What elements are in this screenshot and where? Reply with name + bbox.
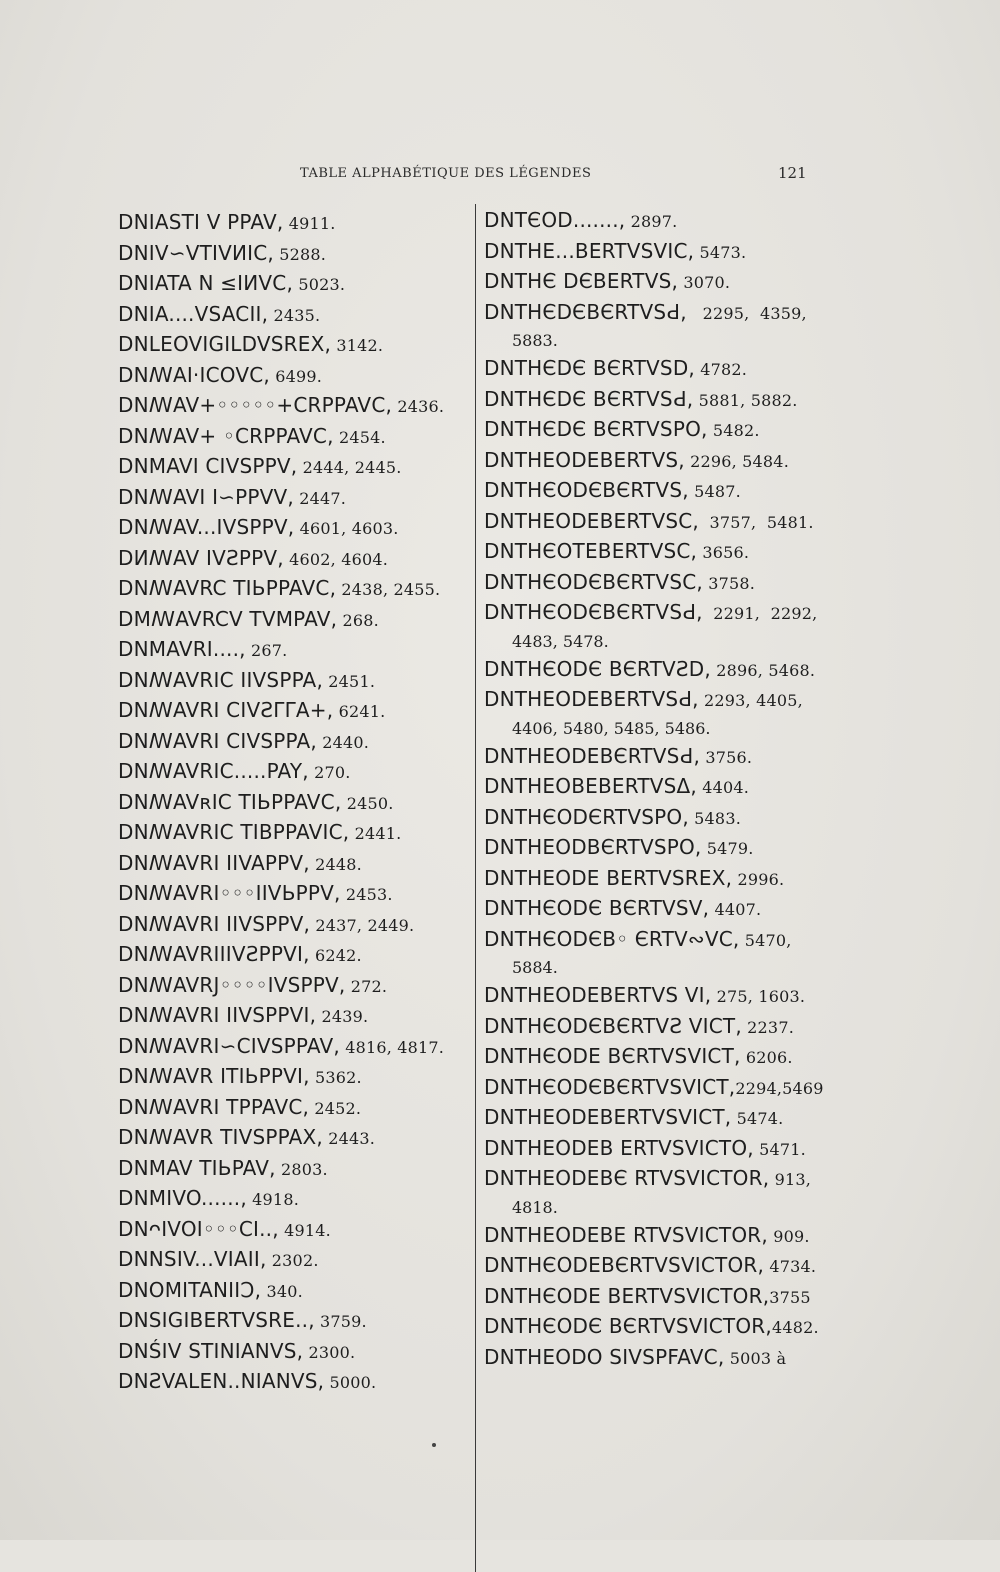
reference-numbers: 5023. [293, 275, 346, 294]
legend-text: DNIA....VSACII, [118, 301, 269, 326]
legend-text: DNTHЄODЄRTVSPO, [484, 804, 689, 829]
reference-numbers: 3757, 5481. [698, 512, 814, 532]
legend-text: DNꟿAVRIC IIVSPPA, [118, 667, 324, 692]
legend-text: DNTHЄDЄ BЄRTVSD, [484, 356, 695, 380]
legend-entry [118, 910, 468, 941]
legend-entry [484, 385, 829, 416]
reference-numbers: 2453. [340, 885, 393, 904]
legend-entry [118, 1062, 468, 1093]
legend-entry [484, 476, 829, 507]
reference-numbers: 2435. [268, 305, 321, 325]
legend-entry [484, 1073, 829, 1104]
legend-entry [484, 1251, 829, 1282]
legend-text: DNTHЄODЄBЄRTVSVICT, [484, 1074, 736, 1099]
legend-entry [484, 206, 829, 237]
legend-entry [118, 574, 468, 605]
legend-text: DNMAV TIЬPAV, [118, 1155, 276, 1180]
reference-numbers: 2302. [266, 1251, 319, 1270]
reference-numbers: 4782. [694, 360, 748, 379]
reference-numbers: 2451. [323, 671, 376, 691]
reference-numbers: 2443. [322, 1129, 376, 1148]
legend-entry [484, 1103, 829, 1134]
reference-numbers: 3755 [769, 1287, 811, 1307]
legend-text: DNꟿAVR TIVSPPAX, [118, 1125, 323, 1149]
reference-numbers: 4404. [697, 778, 750, 797]
legend-text: DNNSIV...VIAII, [118, 1247, 267, 1271]
reference-continuation: 5883. [512, 331, 558, 350]
legend-entry [118, 879, 468, 910]
reference-numbers: 2803. [275, 1159, 328, 1179]
legend-text: DNꟿAV+◦◦◦◦◦+CRPPAVC, [118, 393, 393, 417]
legend-text: DNTHEODEB ERTVSVICTO, [484, 1135, 754, 1160]
legend-entry [484, 925, 829, 956]
reference-numbers: 4602, 4604. [283, 549, 389, 569]
reference-numbers: 5470, [739, 930, 792, 950]
legend-text: DNTHЄDЄBЄRTVSԀ, [484, 299, 687, 324]
legend-text: DNTHЄODEBЄRTVSVICTOR, [484, 1253, 765, 1277]
legend-entry [484, 446, 829, 477]
legend-entry [484, 742, 829, 773]
legend-entry [484, 1042, 829, 1073]
legend-entry [118, 1367, 468, 1398]
legend-text: DNᴖIVOI◦◦◦CI.., [118, 1216, 279, 1241]
legend-text: DNTHЄODЄ BЄRTVSVICTOR, [484, 1314, 772, 1338]
legend-entry [118, 330, 468, 361]
legend-entry [118, 239, 468, 270]
reference-numbers: 5362. [309, 1068, 362, 1087]
legend-entry [118, 788, 468, 819]
legend-text: DNTHЄODЄBЄRTVSC, [484, 569, 703, 594]
reference-numbers: 340. [261, 1281, 303, 1301]
legend-entry [484, 1282, 829, 1313]
legend-entry [484, 833, 829, 864]
legend-entry [484, 772, 829, 803]
legend-entry [484, 1164, 829, 1195]
legend-entry [484, 354, 829, 385]
legend-entry [118, 1032, 468, 1063]
legend-text: DNꟿAI·ICOVC, [118, 362, 270, 387]
right-column [484, 206, 829, 1373]
legend-text: DNTHEOBEBERTVSΔ, [484, 774, 697, 798]
reference-numbers: 909. [767, 1226, 810, 1246]
legend-text: DNꟿAVRI IIVAPPV, [118, 850, 310, 875]
legend-text: DNꟿAVRI IIVSPPVI, [118, 1003, 317, 1027]
reference-numbers: 2452. [309, 1098, 362, 1118]
legend-entry [484, 568, 829, 599]
legend-text: DNTЄOD......., [484, 208, 626, 232]
legend-entry [118, 1276, 468, 1307]
stray-ink-mark [432, 1443, 436, 1447]
reference-numbers: 3759. [314, 1312, 367, 1331]
reference-numbers: 2896, 5468. [710, 660, 816, 680]
reference-numbers: 2897. [625, 212, 678, 231]
legend-entry [118, 1123, 468, 1154]
legend-text: DNTHEODE BERTVSREX, [484, 865, 733, 890]
legend-entry [484, 655, 829, 686]
reference-numbers: 2444, 2445. [297, 458, 402, 477]
legend-entry [118, 1215, 468, 1246]
legend-text: DNꟿAVRIC.....PAY, [118, 759, 309, 783]
reference-numbers: 6241. [333, 702, 386, 721]
reference-numbers: 5881, 5882. [693, 390, 798, 410]
reference-numbers: 5474. [731, 1109, 784, 1128]
reference-numbers: 5003 à [724, 1348, 787, 1368]
reference-numbers: 4918. [246, 1190, 299, 1209]
legend-text: DNTHEODEBERTVSC, [484, 508, 699, 533]
reference-numbers: 2996. [732, 869, 785, 889]
legend-text: DNTHEODEBЄ RTVSVICTOR, [484, 1166, 770, 1190]
reference-numbers: 3758. [702, 573, 756, 593]
legend-entry [118, 483, 468, 514]
legend-entry [484, 598, 829, 629]
legend-entry [118, 1184, 468, 1215]
reference-numbers: 4816, 4817. [339, 1037, 445, 1057]
legend-entry [484, 1012, 829, 1043]
legend-entry [118, 269, 468, 300]
reference-numbers: 5000. [324, 1373, 377, 1392]
reference-numbers: 5482. [707, 421, 760, 440]
reference-numbers: 2437, 2449. [310, 915, 415, 935]
reference-numbers: 6242. [309, 946, 362, 965]
legend-text: DNTHEODBЄRTVSPO, [484, 835, 702, 859]
reference-numbers: 2438, 2455. [336, 580, 441, 599]
reference-numbers: 4407. [709, 900, 762, 919]
legend-text: DNTHЄOTEBERTVSC, [484, 539, 698, 563]
reference-numbers: 2295, 4359, [686, 303, 807, 323]
reference-continuation: 5884. [512, 958, 558, 977]
column-divider [475, 204, 476, 1572]
reference-numbers: 5471. [753, 1139, 806, 1159]
legend-text: DNTHЄDЄ BЄRTVSԀ, [484, 386, 694, 411]
legend-text: DNƧVALEN..NIANVS, [118, 1369, 325, 1393]
reference-continuation: 4818. [512, 1197, 558, 1217]
legend-entry [484, 237, 829, 268]
legend-text: DNꟿAVRIIIVƧPPVI, [118, 942, 310, 966]
legend-entry [118, 971, 468, 1002]
legend-entry [484, 298, 829, 329]
legend-entry [484, 685, 829, 716]
legend-text: DNTHЄODЄBЄRTVƧ VICT, [484, 1013, 742, 1038]
reference-numbers: 5487. [688, 482, 741, 501]
reference-numbers: 267. [245, 641, 288, 660]
legend-entry [484, 1312, 829, 1343]
legend-entry [118, 940, 468, 971]
legend-text: DNꟿAVI I∽PPVV, [118, 484, 294, 509]
legend-entry [118, 696, 468, 727]
legend-entry [118, 1001, 468, 1032]
reference-numbers: 6499. [269, 366, 323, 386]
page-number: 121 [778, 164, 807, 182]
reference-continuation: 4483, 5478. [512, 631, 609, 651]
legend-entry [118, 666, 468, 697]
legend-entry [118, 513, 468, 544]
legend-text: DNIV∽VTIVИIC, [118, 240, 274, 265]
legend-text: DNꟿAV...IVSPPV, [118, 515, 295, 539]
legend-text: DNTHE...BERTVSVIC, [484, 238, 695, 263]
legend-entry [118, 1337, 468, 1368]
legend-text: DNMAVRI...., [118, 637, 246, 661]
legend-text: DNTHEODEBERTVS VI, [484, 983, 712, 1007]
legend-text: DNMIVO......, [118, 1186, 247, 1210]
legend-text: DNꟿAVʀIC TIЬPPAVC, [118, 789, 342, 814]
reference-numbers: 4914. [278, 1220, 331, 1240]
legend-entry [484, 267, 829, 298]
legend-text: DNTHEODO SIVSPFAVC, [484, 1344, 725, 1369]
legend-entry [118, 452, 468, 483]
reference-numbers: 2454. [333, 427, 386, 447]
legend-text: DNTHЄODE BERTVSVICTOR, [484, 1283, 770, 1308]
reference-numbers: 5473. [694, 242, 747, 262]
legend-text: DNꟿAV+ ◦CRPPAVC, [118, 423, 334, 448]
reference-numbers: 2440. [316, 732, 369, 752]
legend-text: DNTHЄODЄBЄRTVS, [484, 478, 689, 502]
reference-numbers: 4911. [283, 214, 336, 233]
legend-text: DNTHЄODE BЄRTVSVICT, [484, 1044, 741, 1068]
reference-numbers: 2448. [309, 854, 362, 874]
reference-numbers: 5288. [273, 244, 327, 264]
legend-text: DNIASTI V PPAV, [118, 210, 284, 234]
legend-text: DNꟿAVRI∽CIVSPPAV, [118, 1033, 340, 1058]
legend-entry [118, 1093, 468, 1124]
legend-text: DNTHEODEBERTVSԀ, [484, 687, 699, 711]
legend-text: DNTHЄODЄ BЄRTVƧD, [484, 656, 711, 681]
legend-entry [484, 894, 829, 925]
legend-text: DNTHEODEBЄRTVSԀ, [484, 743, 701, 768]
legend-text: DNꟿAVRI CIVƧΓΓA+, [118, 698, 334, 722]
legend-entry [118, 422, 468, 453]
legend-text: DNꟿAVR ITIЬPPVI, [118, 1064, 310, 1088]
legend-text: DNꟿAVRC TIЬPPAVC, [118, 576, 337, 600]
reference-numbers: 2293, 4405, [698, 691, 803, 710]
legend-text: DNSIGIBERTVSRE.., [118, 1308, 315, 1332]
legend-entry [484, 1134, 829, 1165]
legend-entry [118, 757, 468, 788]
legend-entry [484, 981, 829, 1012]
legend-entry [118, 391, 468, 422]
reference-numbers: 268. [337, 610, 379, 630]
legend-text: DNTHЄODЄBЄRTVSԀ, [484, 600, 703, 624]
legend-entry [118, 605, 468, 636]
legend-entry [118, 361, 468, 392]
legend-text: DNTHEODEBERTVS, [484, 447, 685, 472]
legend-entry [118, 818, 468, 849]
legend-entry [484, 864, 829, 895]
legend-entry [484, 803, 829, 834]
legend-entry [118, 208, 468, 239]
reference-continuation: 4406, 5480, 5485, 5486. [512, 718, 711, 738]
legend-text: DNꟿAVRJ◦◦◦◦IVSPPV, [118, 972, 346, 997]
legend-text: DNTHEODEBE RTVSVICTOR, [484, 1222, 768, 1247]
legend-text: DNTHЄODЄB◦ ЄRTV∾VC, [484, 926, 740, 951]
running-header: TABLE ALPHABÉTIQUE DES LÉGENDES [300, 166, 592, 181]
reference-numbers: 3142. [331, 336, 384, 355]
reference-numbers: 4482. [771, 1318, 819, 1337]
legend-entry [118, 727, 468, 758]
reference-numbers: 275, 1603. [711, 987, 806, 1006]
legend-text: DMꟿAVRCV TVMPAV, [118, 606, 338, 631]
reference-numbers: 2436. [392, 397, 445, 416]
legend-entry [484, 1221, 829, 1252]
reference-numbers: 2294,5469 [735, 1078, 824, 1098]
legend-text: DNŚIV STINIANVS, [118, 1338, 304, 1363]
reference-numbers: 3756. [700, 747, 753, 767]
reference-numbers: 5479. [701, 839, 754, 858]
legend-text: DNꟿAVRIC TIBPPAVIC, [118, 820, 350, 844]
legend-entry [118, 300, 468, 331]
reference-numbers: 2441. [349, 824, 402, 843]
reference-numbers: 3656. [697, 543, 750, 562]
legend-text: DNꟿAVRI◦◦◦IIVЬPPV, [118, 881, 341, 905]
legend-entry [118, 544, 468, 575]
reference-numbers: 5483. [688, 808, 741, 828]
reference-numbers: 3070. [678, 273, 731, 292]
reference-numbers: 2450. [341, 793, 394, 813]
reference-numbers: 4601, 4603. [294, 519, 399, 538]
reference-numbers: 2447. [293, 488, 347, 508]
legend-text: DNLEOVIGILDVSREX, [118, 332, 332, 356]
legend-text: DИꟿAV IVƧPPV, [118, 545, 284, 570]
reference-numbers: 2291, 2292, [702, 604, 818, 623]
legend-text: DNꟿAVRI TPPAVC, [118, 1094, 310, 1119]
legend-text: DNTHЄODЄ BЄRTVSV, [484, 896, 710, 920]
legend-text: DNTHЄ DЄBERTVS, [484, 269, 679, 293]
legend-entry [484, 507, 829, 538]
left-column [118, 208, 468, 1398]
reference-numbers: 270. [308, 763, 351, 782]
legend-entry [118, 1154, 468, 1185]
reference-numbers: 2300. [303, 1342, 356, 1362]
reference-numbers: 272. [345, 976, 388, 996]
legend-entry [484, 537, 829, 568]
legend-entry [118, 849, 468, 880]
legend-text: DNMAVI CIVSPPV, [118, 454, 298, 478]
legend-text: DNTHEODEBERTVSVICT, [484, 1105, 732, 1129]
reference-numbers: 2237. [741, 1017, 794, 1037]
legend-entry [484, 415, 829, 446]
legend-text: DNꟿAVRI CIVSPPA, [118, 728, 317, 753]
legend-entry [118, 1245, 468, 1276]
reference-numbers: 6206. [740, 1048, 793, 1067]
reference-numbers: 2296, 5484. [684, 451, 789, 471]
reference-numbers: 2439. [316, 1007, 369, 1026]
legend-text: DNOMITANIIϽ, [118, 1277, 262, 1302]
reference-numbers: 4734. [764, 1257, 817, 1276]
legend-entry [484, 1343, 829, 1374]
legend-entry [118, 1306, 468, 1337]
legend-text: DNIATA N ≤IИVC, [118, 271, 294, 295]
legend-entry [118, 635, 468, 666]
reference-numbers: 913, [769, 1170, 811, 1189]
legend-text: DNꟿAVRI IIVSPPV, [118, 911, 311, 936]
legend-text: DNTHЄDЄ BЄRTVSPO, [484, 417, 708, 441]
